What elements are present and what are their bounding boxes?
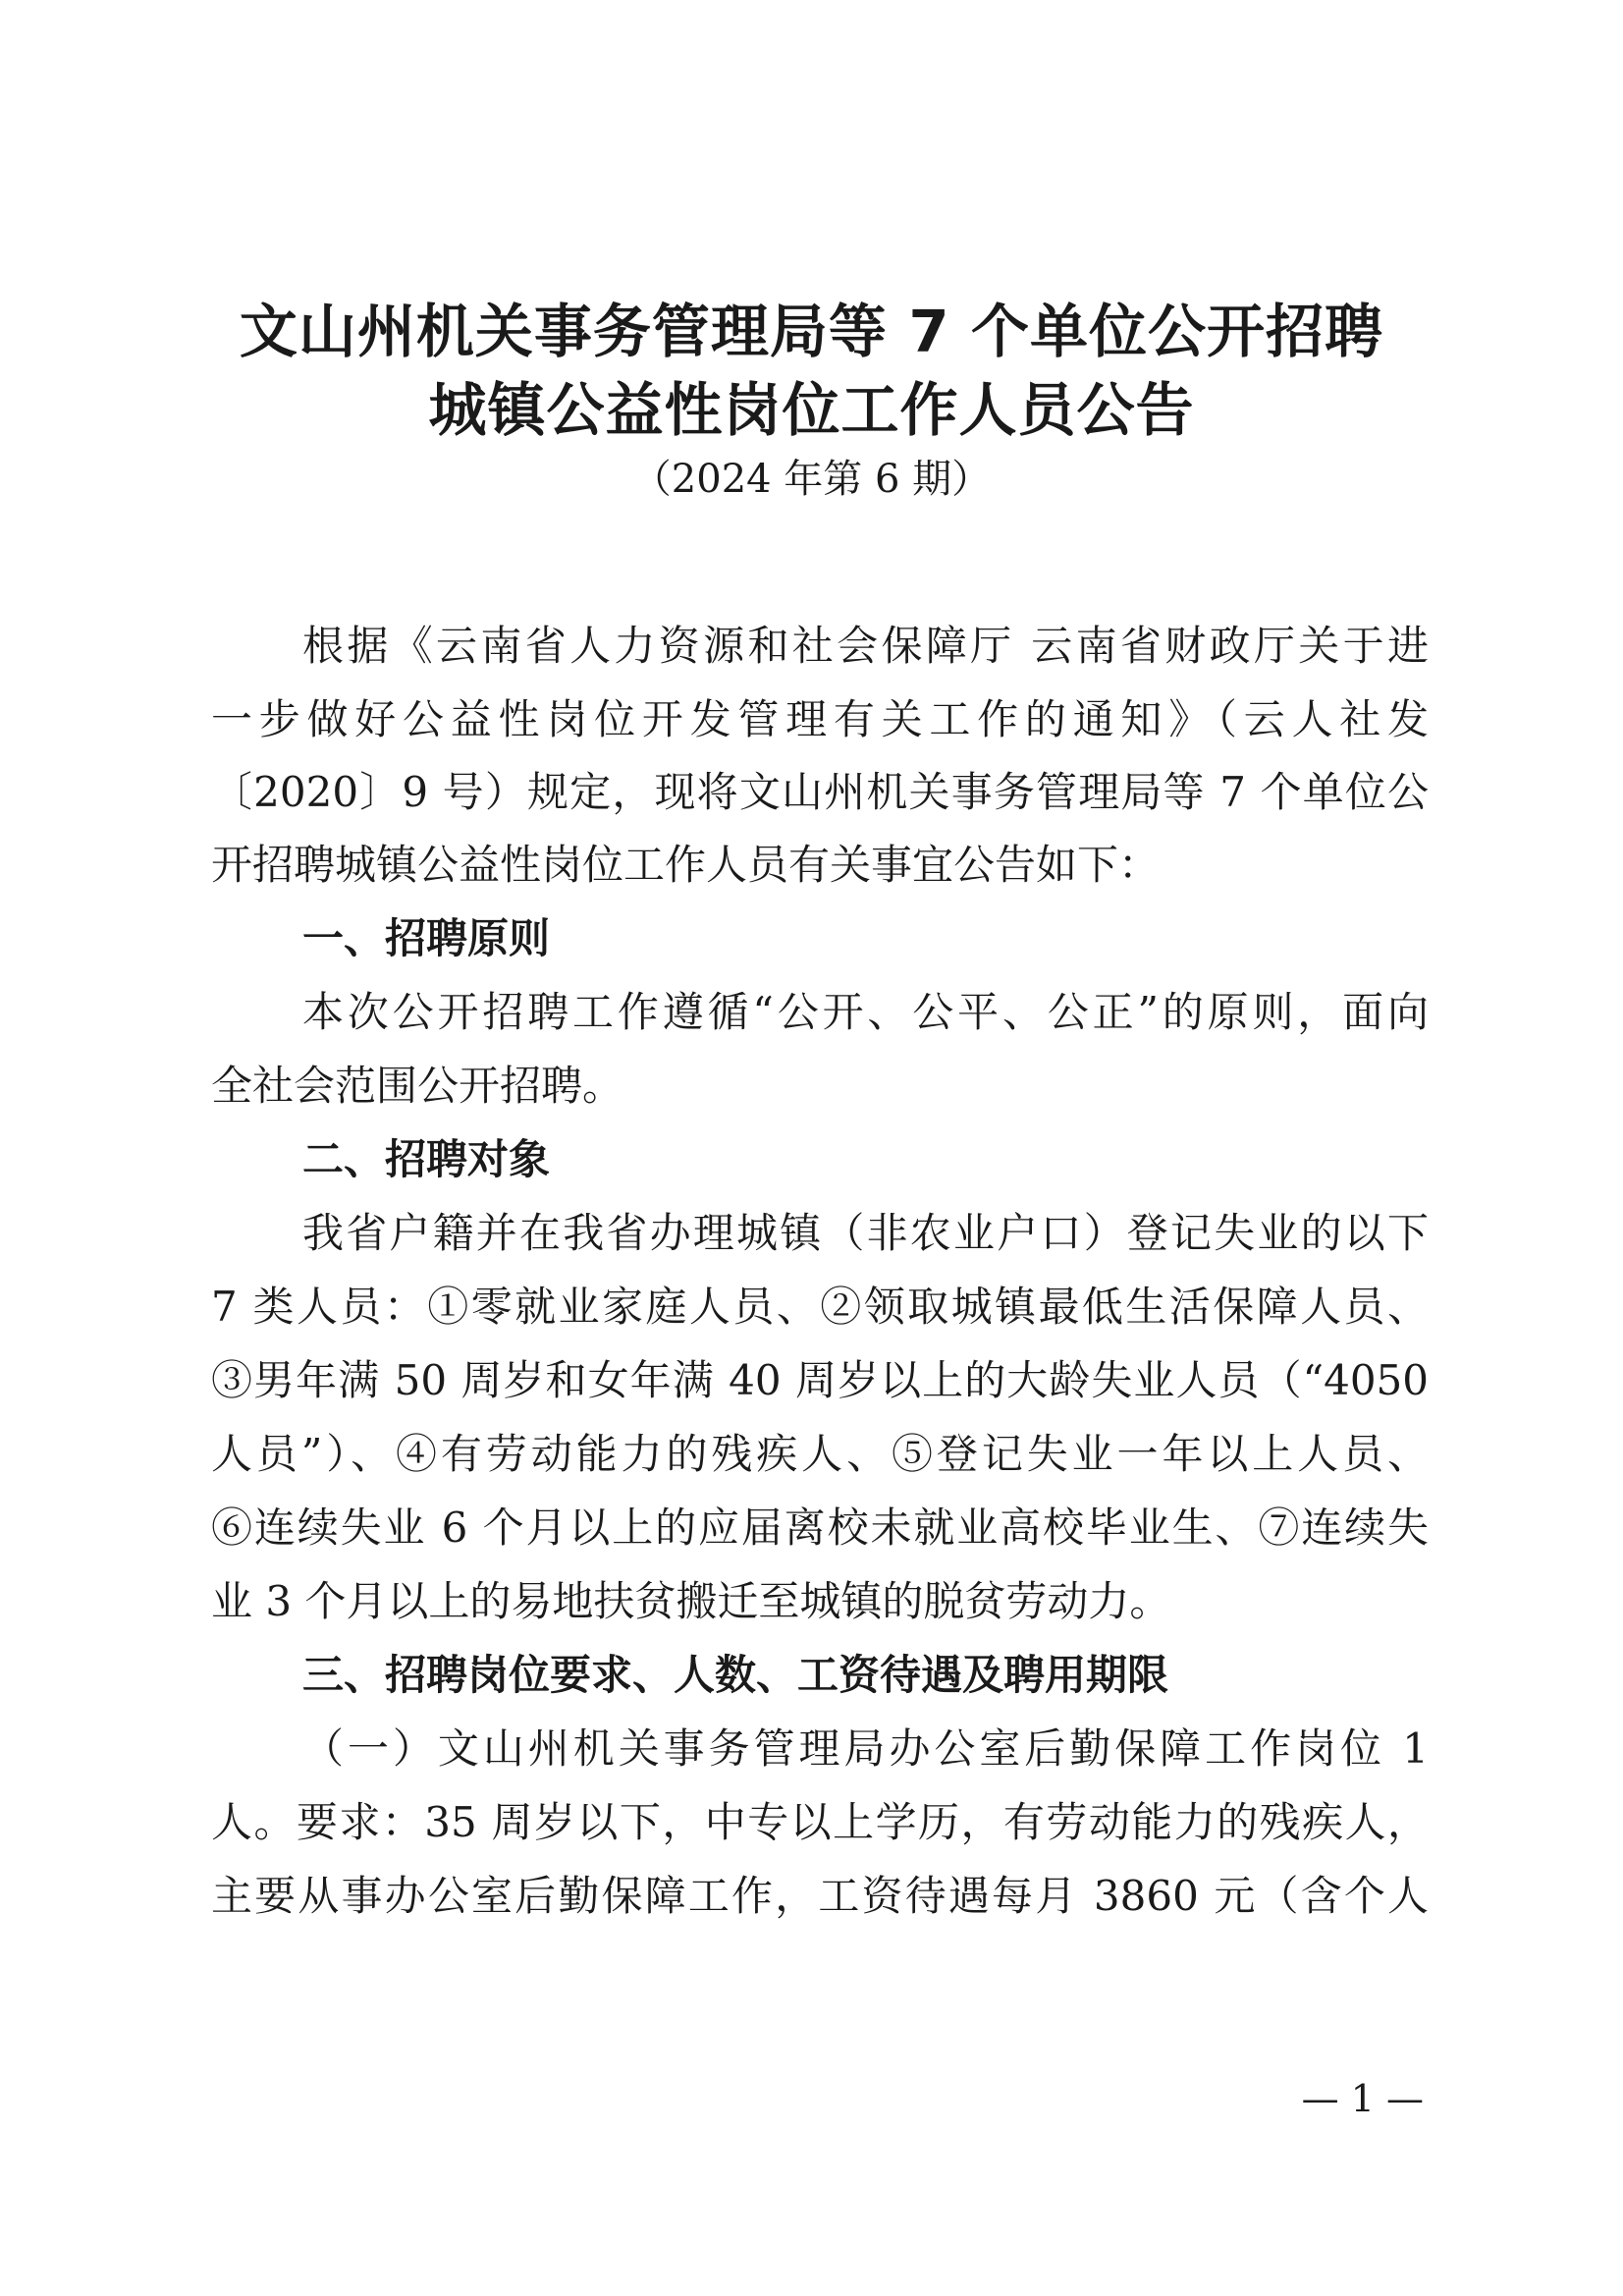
section-2-line: ⑥连续失业 6 个月以上的应届离校未就业高校毕业生、⑦连续失 [211, 1503, 1429, 1552]
intro-line: 开招聘城镇公益性岗位工作人员有关事宜公告如下： [211, 841, 1161, 889]
section-2-line: 我省户籍并在我省办理城镇（非农业户口）登记失业的以下 [302, 1209, 1429, 1257]
intro-line: 一步做好公益性岗位开发管理有关工作的通知》（云人社发 [211, 695, 1429, 743]
section-3-line: （一）文山州机关事务管理局办公室后勤保障工作岗位 1 [302, 1724, 1429, 1773]
intro-line: 根据《云南省人力资源和社会保障厅 云南省财政厅关于进 [302, 622, 1429, 670]
section-heading-positions: 三、招聘岗位要求、人数、工资待遇及聘用期限 [302, 1651, 1169, 1699]
section-2-line: ③男年满 50 周岁和女年满 40 周岁以上的大龄失业人员（“4050 [211, 1356, 1429, 1404]
page-number: — 1 — [1301, 2077, 1424, 2120]
section-heading-targets: 二、招聘对象 [302, 1135, 551, 1183]
section-2-line: 业 3 个月以上的易地扶贫搬迁至城镇的脱贫劳动力。 [211, 1577, 1171, 1625]
document-title-line-1: 文山州机关事务管理局等 7 个单位公开招聘 [239, 298, 1384, 365]
section-1-line: 本次公开招聘工作遵循“公开、公平、公正”的原则，面向 [302, 988, 1429, 1036]
section-heading-principles: 一、招聘原则 [302, 914, 551, 962]
document-title-line-2: 城镇公益性岗位工作人员公告 [428, 376, 1195, 444]
section-3-line: 人。要求：35 周岁以下，中专以上学历，有劳动能力的残疾人， [211, 1798, 1429, 1846]
intro-line: 〔2020〕9 号）规定，现将文山州机关事务管理局等 7 个单位公 [211, 768, 1429, 816]
issue-number: （2024 年第 6 期） [631, 457, 992, 502]
section-1-line: 全社会范围公开招聘。 [211, 1062, 624, 1110]
section-2-line: 人员”）、④有劳动能力的残疾人、⑤登记失业一年以上人员、 [211, 1430, 1429, 1478]
section-3-line: 主要从事办公室后勤保障工作，工资待遇每月 3860 元（含个人 [211, 1872, 1429, 1920]
section-2-line: 7 类人员：①零就业家庭人员、②领取城镇最低生活保障人员、 [211, 1283, 1429, 1331]
